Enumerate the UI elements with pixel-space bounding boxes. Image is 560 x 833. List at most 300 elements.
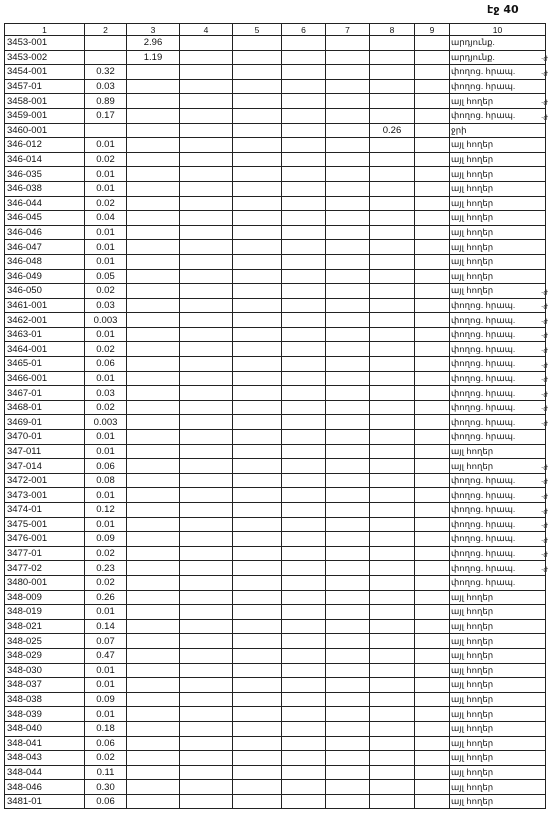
cell-c5 — [233, 605, 282, 620]
cell-c5 — [233, 254, 282, 269]
cell-c10: այլ հողեր — [450, 94, 546, 109]
cell-c5 — [233, 488, 282, 503]
cell-c1: 348-046 — [5, 780, 85, 795]
cell-c8 — [370, 94, 415, 109]
table-row — [5, 692, 546, 707]
cell-c2: 0.18 — [85, 721, 127, 736]
margin-mark: ·ժ — [541, 507, 548, 516]
cell-c7 — [326, 590, 370, 605]
cell-c7 — [326, 794, 370, 809]
cell-c7 — [326, 430, 370, 445]
cell-c7 — [326, 444, 370, 459]
cell-c10: փողոց. հրապ. — [450, 575, 546, 590]
cell-c6 — [282, 590, 326, 605]
cell-c1: 348-009 — [5, 590, 85, 605]
cell-c3 — [127, 736, 180, 751]
cell-c4 — [180, 240, 233, 255]
cell-c10: այլ հողեր — [450, 181, 546, 196]
margin-mark: ·ժ — [541, 478, 548, 487]
cell-c10: այլ հողեր — [450, 663, 546, 678]
cell-c1: 3453-001 — [5, 36, 85, 51]
cell-c4 — [180, 721, 233, 736]
cell-c9 — [415, 692, 450, 707]
cell-c1: 3453-002 — [5, 50, 85, 65]
cell-c7 — [326, 546, 370, 561]
cell-c7 — [326, 517, 370, 532]
cell-c2: 0.09 — [85, 532, 127, 547]
cell-c2: 0.01 — [85, 488, 127, 503]
cell-c4 — [180, 736, 233, 751]
cell-c3: 1.19 — [127, 50, 180, 65]
cell-c1: 3474-01 — [5, 503, 85, 518]
cell-c6 — [282, 415, 326, 430]
cell-c3 — [127, 298, 180, 313]
cell-c3 — [127, 196, 180, 211]
cell-c7 — [326, 473, 370, 488]
cell-c1: 346-035 — [5, 167, 85, 182]
cell-c6 — [282, 765, 326, 780]
cell-c4 — [180, 313, 233, 328]
margin-mark — [541, 665, 560, 680]
cell-c9 — [415, 444, 450, 459]
cell-c10: այլ հողեր — [450, 707, 546, 722]
column-header: 3 — [127, 24, 180, 36]
cell-c3: 2.96 — [127, 36, 180, 51]
cell-c6 — [282, 780, 326, 795]
cell-c5 — [233, 430, 282, 445]
table-row — [5, 240, 546, 255]
cell-c5 — [233, 590, 282, 605]
cell-c4 — [180, 400, 233, 415]
cell-c1: 348-044 — [5, 765, 85, 780]
margin-mark: ·ժ — [541, 317, 548, 326]
cell-c2: 0.17 — [85, 108, 127, 123]
table-row — [5, 36, 546, 51]
cell-c7 — [326, 181, 370, 196]
cell-c6 — [282, 444, 326, 459]
cell-c1: 3475-001 — [5, 517, 85, 532]
cell-c10: այլ հողեր — [450, 678, 546, 693]
cell-c1: 3463-01 — [5, 327, 85, 342]
cell-c7 — [326, 50, 370, 65]
cell-c7 — [326, 269, 370, 284]
cell-c8 — [370, 240, 415, 255]
cell-c1: 3476-001 — [5, 532, 85, 547]
cell-c8 — [370, 473, 415, 488]
cell-c3 — [127, 473, 180, 488]
cell-c8 — [370, 152, 415, 167]
cell-c5 — [233, 794, 282, 809]
cell-c4 — [180, 794, 233, 809]
column-header: 6 — [282, 24, 326, 36]
margin-mark — [541, 169, 560, 184]
cell-c10: այլ հողեր — [450, 780, 546, 795]
table-row — [5, 181, 546, 196]
margin-mark: ·ժ — [541, 347, 548, 356]
cell-c10: այլ հողեր — [450, 152, 546, 167]
cell-c10: այլ հողեր — [450, 444, 546, 459]
cell-c1: 3460-001 — [5, 123, 85, 138]
cell-c6 — [282, 371, 326, 386]
cell-c3 — [127, 707, 180, 722]
cell-c3 — [127, 342, 180, 357]
cell-c9 — [415, 225, 450, 240]
margin-mark — [541, 592, 560, 607]
cell-c3 — [127, 79, 180, 94]
cell-c4 — [180, 36, 233, 51]
cell-c2: 0.01 — [85, 663, 127, 678]
cell-c8 — [370, 371, 415, 386]
cell-c3 — [127, 765, 180, 780]
cell-c8 — [370, 707, 415, 722]
table-header-row — [5, 24, 546, 36]
margin-mark: ·ժ — [541, 288, 548, 297]
cell-c9 — [415, 342, 450, 357]
cell-c4 — [180, 532, 233, 547]
cell-c1: 3459-001 — [5, 108, 85, 123]
cell-c8 — [370, 269, 415, 284]
cell-c10: այլ հողեր — [450, 605, 546, 620]
cell-c7 — [326, 327, 370, 342]
cell-c4 — [180, 327, 233, 342]
cell-c2 — [85, 36, 127, 51]
table-row — [5, 313, 546, 328]
cell-c4 — [180, 605, 233, 620]
cell-c3 — [127, 167, 180, 182]
cell-c8 — [370, 167, 415, 182]
cell-c10: այլ հողեր — [450, 736, 546, 751]
cell-c4 — [180, 94, 233, 109]
cell-c10: փողոց. հրապ. — [450, 327, 546, 342]
cell-c1: 3467-01 — [5, 386, 85, 401]
cell-c6 — [282, 313, 326, 328]
cell-c6 — [282, 123, 326, 138]
cell-c5 — [233, 400, 282, 415]
margin-mark: ·ժ — [541, 536, 548, 545]
cell-c9 — [415, 590, 450, 605]
cell-c6 — [282, 94, 326, 109]
cell-c7 — [326, 400, 370, 415]
cell-c9 — [415, 736, 450, 751]
cell-c10: փողոց. հրապ. — [450, 517, 546, 532]
cell-c1: 3470-01 — [5, 430, 85, 445]
cell-c3 — [127, 546, 180, 561]
cell-c5 — [233, 517, 282, 532]
cell-c7 — [326, 692, 370, 707]
cell-c2: 0.02 — [85, 284, 127, 299]
table-row — [5, 751, 546, 766]
cell-c10: փողոց. հրապ. — [450, 357, 546, 372]
cell-c6 — [282, 79, 326, 94]
cell-c7 — [326, 65, 370, 80]
cell-c6 — [282, 240, 326, 255]
cell-c5 — [233, 459, 282, 474]
margin-mark: ·ժ — [541, 551, 548, 560]
cell-c4 — [180, 108, 233, 123]
cell-c3 — [127, 138, 180, 153]
cell-c7 — [326, 736, 370, 751]
cell-c7 — [326, 707, 370, 722]
cell-c8 — [370, 546, 415, 561]
cell-c10: փողոց. հրապ. — [450, 79, 546, 94]
cell-c4 — [180, 765, 233, 780]
cell-c5 — [233, 108, 282, 123]
cell-c10: այլ հողեր — [450, 196, 546, 211]
cell-c9 — [415, 181, 450, 196]
cell-c7 — [326, 225, 370, 240]
cell-c3 — [127, 634, 180, 649]
cell-c9 — [415, 751, 450, 766]
cell-c10: փողոց. հրապ. — [450, 400, 546, 415]
cell-c8 — [370, 298, 415, 313]
margin-mark — [541, 651, 560, 666]
cell-c1: 346-045 — [5, 211, 85, 226]
cell-c8 — [370, 138, 415, 153]
cell-c7 — [326, 605, 370, 620]
cell-c10: այլ հողեր — [450, 459, 546, 474]
cell-c1: 348-019 — [5, 605, 85, 620]
cell-c10: փողոց. հրապ. — [450, 532, 546, 547]
cell-c6 — [282, 167, 326, 182]
cell-c8 — [370, 284, 415, 299]
cell-c8 — [370, 663, 415, 678]
table-row — [5, 284, 546, 299]
cell-c2: 0.003 — [85, 313, 127, 328]
cell-c1: 3466-001 — [5, 371, 85, 386]
cell-c1: 346-012 — [5, 138, 85, 153]
cell-c3 — [127, 678, 180, 693]
cell-c6 — [282, 517, 326, 532]
cell-c10: այլ հողեր — [450, 254, 546, 269]
cell-c7 — [326, 342, 370, 357]
cell-c5 — [233, 561, 282, 576]
cell-c10: փողոց. հրապ. — [450, 342, 546, 357]
cell-c5 — [233, 357, 282, 372]
cell-c2: 0.01 — [85, 225, 127, 240]
cell-c9 — [415, 79, 450, 94]
cell-c10: արդյունք. — [450, 50, 546, 65]
cell-c1: 347-011 — [5, 444, 85, 459]
cell-c3 — [127, 357, 180, 372]
margin-mark — [541, 23, 560, 38]
cell-c5 — [233, 473, 282, 488]
cell-c8 — [370, 648, 415, 663]
cell-c5 — [233, 211, 282, 226]
cell-c8 — [370, 736, 415, 751]
cell-c5 — [233, 371, 282, 386]
cell-c7 — [326, 167, 370, 182]
cell-c9 — [415, 619, 450, 634]
cell-c4 — [180, 546, 233, 561]
cell-c10: այլ հողեր — [450, 167, 546, 182]
cell-c5 — [233, 386, 282, 401]
cell-c1: 348-039 — [5, 707, 85, 722]
cell-c9 — [415, 138, 450, 153]
table-row — [5, 619, 546, 634]
cell-c2: 0.09 — [85, 692, 127, 707]
cell-c10: այլ հողեր — [450, 634, 546, 649]
cell-c4 — [180, 254, 233, 269]
cell-c10: այլ հողեր — [450, 211, 546, 226]
cell-c8 — [370, 444, 415, 459]
margin-mark — [541, 213, 560, 228]
cell-c2: 0.06 — [85, 459, 127, 474]
cell-c9 — [415, 663, 450, 678]
cell-c2: 0.08 — [85, 473, 127, 488]
cell-c7 — [326, 357, 370, 372]
cell-c8 — [370, 357, 415, 372]
cell-c8 — [370, 459, 415, 474]
cell-c1: 3465-01 — [5, 357, 85, 372]
page-number-label: էջ 40 — [487, 3, 519, 16]
cell-c3 — [127, 575, 180, 590]
cell-c1: 3468-01 — [5, 400, 85, 415]
cell-c2: 0.01 — [85, 678, 127, 693]
cell-c2: 0.01 — [85, 444, 127, 459]
cell-c2: 0.02 — [85, 196, 127, 211]
cell-c3 — [127, 488, 180, 503]
cell-c10: փողոց. հրապ. — [450, 546, 546, 561]
cell-c1: 346-049 — [5, 269, 85, 284]
cell-c5 — [233, 123, 282, 138]
cell-c10: այլ հողեր — [450, 590, 546, 605]
cell-c1: 347-014 — [5, 459, 85, 474]
margin-mark: ·ժ — [541, 390, 548, 399]
cell-c7 — [326, 152, 370, 167]
cell-c3 — [127, 780, 180, 795]
cell-c5 — [233, 284, 282, 299]
cell-c9 — [415, 532, 450, 547]
cell-c4 — [180, 269, 233, 284]
cell-c5 — [233, 721, 282, 736]
cell-c6 — [282, 327, 326, 342]
margin-mark — [541, 446, 560, 461]
cell-c3 — [127, 269, 180, 284]
cell-c8 — [370, 561, 415, 576]
table-row — [5, 444, 546, 459]
cell-c9 — [415, 605, 450, 620]
cell-c7 — [326, 36, 370, 51]
cell-c1: 346-047 — [5, 240, 85, 255]
cell-c1: 3464-001 — [5, 342, 85, 357]
table-row — [5, 605, 546, 620]
cell-c2 — [85, 123, 127, 138]
cell-c9 — [415, 546, 450, 561]
cell-c7 — [326, 386, 370, 401]
table-row — [5, 765, 546, 780]
cell-c1: 3477-02 — [5, 561, 85, 576]
cell-c7 — [326, 415, 370, 430]
cell-c1: 346-048 — [5, 254, 85, 269]
cell-c4 — [180, 692, 233, 707]
land-parcel-table — [4, 23, 546, 809]
cell-c9 — [415, 313, 450, 328]
cell-c1: 346-046 — [5, 225, 85, 240]
cell-c8 — [370, 634, 415, 649]
margin-mark — [541, 81, 560, 96]
cell-c5 — [233, 575, 282, 590]
cell-c4 — [180, 430, 233, 445]
cell-c9 — [415, 269, 450, 284]
cell-c10: այլ հողեր — [450, 225, 546, 240]
cell-c3 — [127, 692, 180, 707]
cell-c5 — [233, 678, 282, 693]
cell-c6 — [282, 751, 326, 766]
cell-c10: փողոց. հրապ. — [450, 430, 546, 445]
cell-c5 — [233, 50, 282, 65]
cell-c8 — [370, 327, 415, 342]
margin-mark — [541, 782, 560, 797]
cell-c4 — [180, 79, 233, 94]
cell-c6 — [282, 298, 326, 313]
cell-c10: այլ հողեր — [450, 751, 546, 766]
cell-c2: 0.02 — [85, 400, 127, 415]
table-row — [5, 298, 546, 313]
cell-c10: փողոց. հրապ. — [450, 561, 546, 576]
cell-c5 — [233, 663, 282, 678]
cell-c7 — [326, 678, 370, 693]
cell-c6 — [282, 794, 326, 809]
cell-c7 — [326, 765, 370, 780]
cell-c7 — [326, 108, 370, 123]
cell-c10: այլ հողեր — [450, 138, 546, 153]
cell-c5 — [233, 444, 282, 459]
column-header: 2 — [85, 24, 127, 36]
cell-c1: 3473-001 — [5, 488, 85, 503]
cell-c9 — [415, 108, 450, 123]
cell-c8 — [370, 430, 415, 445]
cell-c8 — [370, 605, 415, 620]
margin-mark: ·ժ — [541, 420, 548, 429]
cell-c2: 0.06 — [85, 794, 127, 809]
table-row — [5, 721, 546, 736]
cell-c3 — [127, 240, 180, 255]
cell-c3 — [127, 503, 180, 518]
cell-c8 — [370, 108, 415, 123]
margin-mark — [541, 607, 560, 622]
margin-mark: ·ժ — [541, 463, 548, 472]
cell-c3 — [127, 327, 180, 342]
table-row — [5, 459, 546, 474]
cell-c8 — [370, 503, 415, 518]
margin-mark — [541, 767, 560, 782]
cell-c6 — [282, 692, 326, 707]
cell-c1: 348-041 — [5, 736, 85, 751]
cell-c5 — [233, 634, 282, 649]
cell-c7 — [326, 663, 370, 678]
cell-c9 — [415, 707, 450, 722]
cell-c4 — [180, 590, 233, 605]
cell-c4 — [180, 342, 233, 357]
margin-mark: ·ժ — [541, 405, 548, 414]
cell-c10: փողոց. հրապ. — [450, 108, 546, 123]
cell-c6 — [282, 284, 326, 299]
cell-c10: փողոց. հրապ. — [450, 313, 546, 328]
cell-c8 — [370, 50, 415, 65]
cell-c1: 3480-001 — [5, 575, 85, 590]
table-row — [5, 648, 546, 663]
cell-c5 — [233, 765, 282, 780]
cell-c6 — [282, 430, 326, 445]
table-row — [5, 707, 546, 722]
cell-c2: 0.30 — [85, 780, 127, 795]
cell-c3 — [127, 400, 180, 415]
margin-mark — [541, 125, 560, 140]
cell-c1: 348-030 — [5, 663, 85, 678]
cell-c8 — [370, 517, 415, 532]
cell-c10: արդյունք. — [450, 36, 546, 51]
cell-c9 — [415, 721, 450, 736]
